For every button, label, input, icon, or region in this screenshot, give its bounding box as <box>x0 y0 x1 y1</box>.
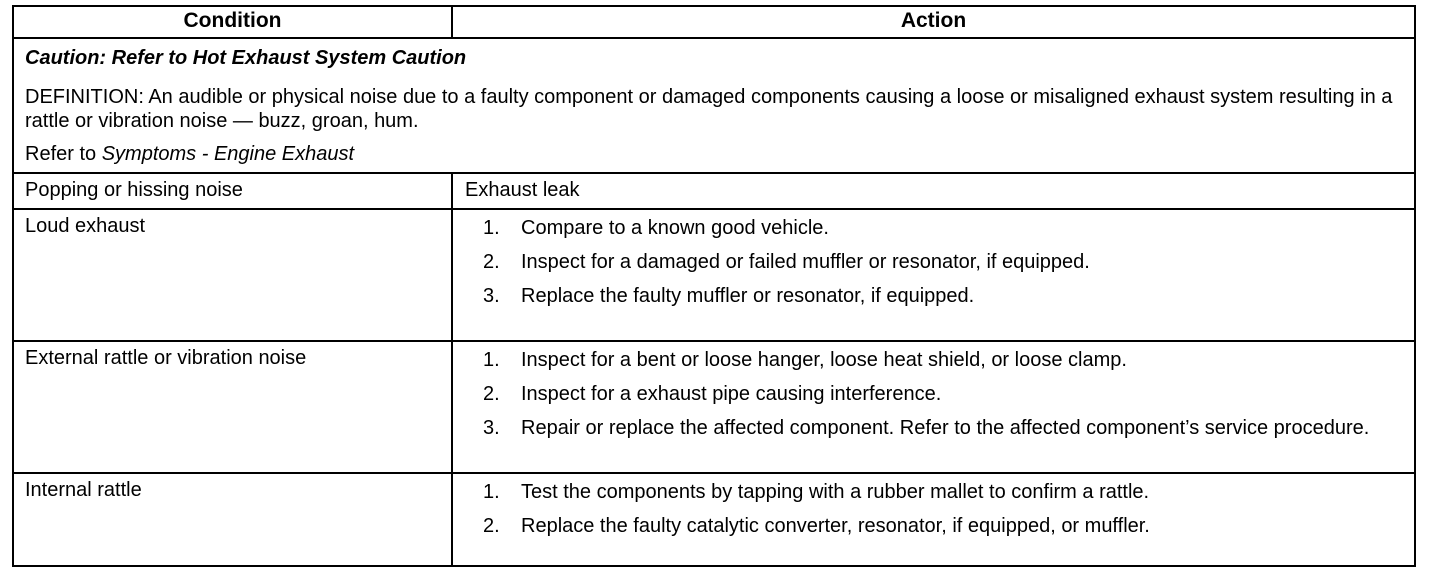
step-list <box>483 216 1394 318</box>
list-item <box>483 216 1394 240</box>
step-number: 2. <box>483 251 500 273</box>
condition-text: Internal rattle <box>25 479 142 501</box>
step-text: Test the components by tapping with a rubber mallet to confirm a rattle. <box>521 481 1150 503</box>
caution-text: Caution: Refer to Hot Exhaust System Caution <box>25 47 467 69</box>
list-item <box>483 250 1394 274</box>
list-item <box>483 416 1394 440</box>
action-cell <box>451 210 1414 340</box>
step-number: 2. <box>483 383 500 405</box>
list-item <box>483 382 1394 406</box>
step-number: 3. <box>483 285 500 307</box>
condition-cell <box>14 174 451 208</box>
action-cell <box>451 174 1414 208</box>
step-number: 3. <box>483 417 500 439</box>
list-item <box>483 284 1394 308</box>
condition-text: External rattle or vibration noise <box>25 347 307 369</box>
condition-cell <box>14 210 451 340</box>
action-text: Exhaust leak <box>465 179 580 201</box>
condition-text: Popping or hissing noise <box>25 179 243 201</box>
refer-symptoms-link: Symptoms - Engine Exhaust <box>101 143 355 165</box>
definition-text: DEFINITION: An audible or physical noise due to a faulty component or damaged components causing a loose or misaligned exhaust system resulting in a rattle or vibration noise — buzz, groan, hum. <box>25 86 1393 132</box>
header-condition: Condition <box>183 9 282 32</box>
step-text: Inspect for a bent or loose hanger, loose heat shield, or loose clamp. <box>521 349 1127 371</box>
table-row <box>14 174 1414 210</box>
step-list <box>483 480 1394 548</box>
table-row <box>14 474 1414 565</box>
step-text: Replace the faulty muffler or resonator, if equipped. <box>521 285 975 307</box>
action-cell <box>451 342 1414 472</box>
action-cell <box>451 474 1414 565</box>
step-number: 2. <box>483 515 500 537</box>
condition-cell <box>14 474 451 565</box>
list-item <box>483 514 1394 538</box>
step-text: Inspect for a exhaust pipe causing interference. <box>521 383 942 405</box>
list-item <box>483 348 1394 372</box>
table-row <box>14 210 1414 342</box>
step-list <box>483 348 1394 450</box>
condition-cell <box>14 342 451 472</box>
step-number: 1. <box>483 349 500 371</box>
condition-text: Loud exhaust <box>25 215 146 237</box>
step-text: Inspect for a damaged or failed muffler or resonator, if equipped. <box>521 251 1090 273</box>
step-text: Replace the faulty catalytic converter, resonator, if equipped, or muffler. <box>521 515 1150 537</box>
list-item <box>483 480 1394 504</box>
table-header-row <box>14 7 1414 39</box>
step-text: Compare to a known good vehicle. <box>521 217 829 239</box>
table-row <box>14 342 1414 474</box>
diagnostic-table <box>12 5 1416 567</box>
step-number: 1. <box>483 217 500 239</box>
step-text: Repair or replace the affected component. Refer to the affected component’s service procedure. <box>521 417 1370 439</box>
intro-block <box>14 39 1414 174</box>
header-action: Action <box>451 7 1414 37</box>
refer-prefix: Refer to <box>25 143 102 165</box>
step-number: 1. <box>483 481 500 503</box>
